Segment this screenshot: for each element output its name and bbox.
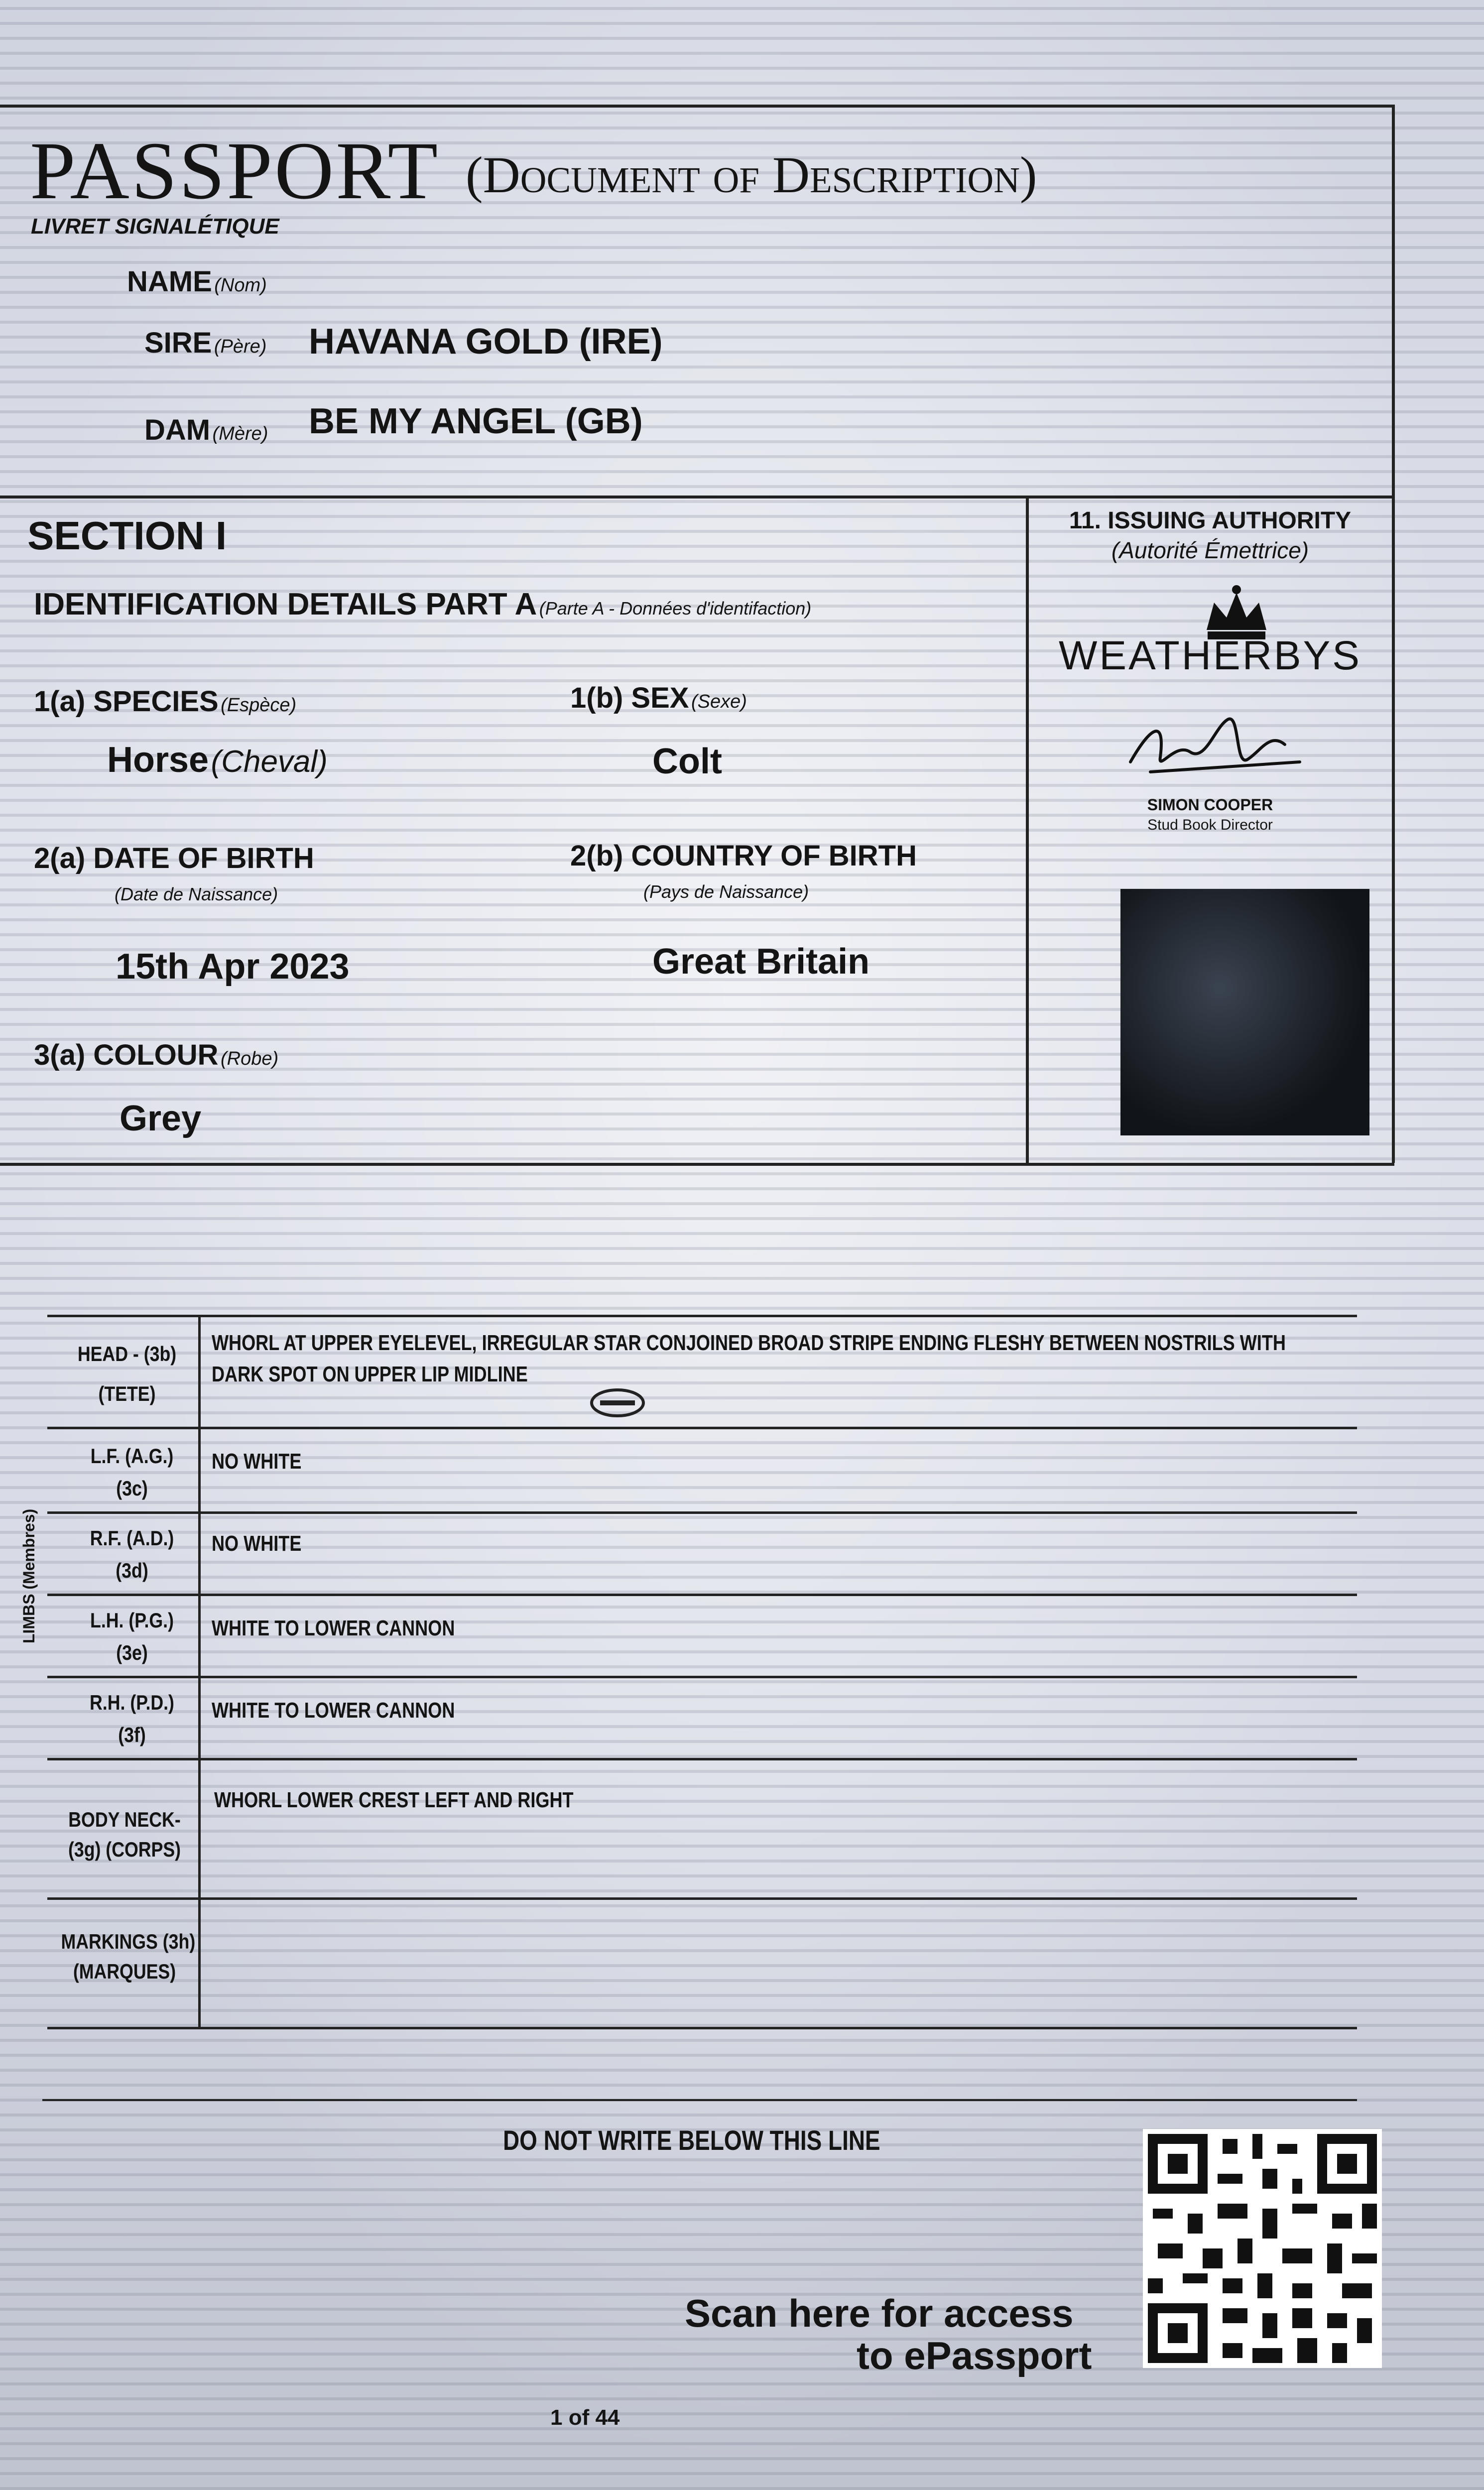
species-label: 1(a) SPECIES — [34, 685, 219, 718]
scan-text-1: Scan here for access — [685, 2291, 1074, 2335]
sire-label-fr: (Père) — [214, 336, 267, 357]
passport-subtitle: (Document of Description) — [466, 146, 1037, 204]
markings-top-border — [47, 1315, 1357, 1317]
signature-icon — [1120, 697, 1310, 792]
lh-value: WHITE TO LOWER CANNON — [212, 1616, 455, 1640]
markings-label: MARKINGS (3h) — [61, 1930, 196, 1953]
rh-label: R.H. (P.D.) — [90, 1691, 174, 1714]
head-value-line1: WHORL AT UPPER EYELEVEL, IRREGULAR STAR CONJOINED BROAD STRIPE ENDING FLESHY BETWEEN NOSTRILS WITH — [212, 1331, 1286, 1355]
do-not-write-notice: DO NOT WRITE BELOW THIS LINE — [503, 2124, 880, 2156]
head-label-fr: (TETE) — [98, 1382, 156, 1405]
top-border — [0, 105, 1394, 108]
section-subtitle: IDENTIFICATION DETAILS PART A — [34, 587, 537, 622]
sex-label-fr: (Sexe) — [691, 691, 747, 712]
row-divider-rh — [47, 1758, 1357, 1760]
sire-row — [144, 326, 266, 360]
rh-value: WHITE TO LOWER CANNON — [212, 1698, 455, 1723]
sex-label: 1(b) SEX — [570, 682, 689, 714]
issuer-divider — [1026, 496, 1029, 1165]
limbs-label: LIMBS (Membres) — [20, 1508, 38, 1643]
head-value-line2: DARK SPOT ON UPPER LIP MIDLINE — [212, 1362, 528, 1386]
body-value: WHORL LOWER CREST LEFT AND RIGHT — [214, 1788, 574, 1812]
section-subtitle-row — [34, 587, 811, 622]
markings-label-2: (MARQUES) — [73, 1960, 176, 1983]
sex-label-row — [570, 681, 747, 715]
colour-label-fr: (Robe) — [221, 1048, 279, 1069]
hologram-seal — [1120, 889, 1369, 1135]
country-label-fr: (Pays de Naissance) — [643, 881, 809, 902]
passport-subtitle-fr: LIVRET SIGNALÉTIQUE — [31, 214, 279, 239]
colour-label: 3(a) COLOUR — [34, 1039, 219, 1071]
colour-label-row — [34, 1038, 278, 1072]
row-divider-rf — [47, 1594, 1357, 1596]
header-divider — [0, 496, 1394, 498]
species-value-row — [107, 740, 328, 780]
section-title: SECTION I — [27, 513, 227, 558]
name-label-fr: (Nom) — [214, 275, 267, 296]
signatory-title: Stud Book Director — [1147, 817, 1273, 833]
row-divider-lf — [47, 1511, 1357, 1514]
country-label: 2(b) COUNTRY OF BIRTH — [570, 840, 917, 872]
rf-label: R.F. (A.D.) — [90, 1526, 174, 1550]
species-value: Horse — [107, 740, 209, 780]
passport-title: PASSPORT — [30, 125, 440, 216]
species-label-fr: (Espèce) — [221, 695, 297, 716]
issuer-label: 11. ISSUING AUTHORITY — [1069, 507, 1352, 534]
issuer-label-fr: (Autorité Émettrice) — [1111, 537, 1309, 563]
rf-value: NO WHITE — [212, 1531, 302, 1556]
lf-code: (3c) — [116, 1477, 148, 1500]
right-border — [1392, 105, 1395, 1163]
markings-col-divider — [198, 1315, 201, 2029]
species-label-row — [34, 685, 296, 718]
qr-code-icon — [1143, 2129, 1382, 2368]
name-row — [127, 259, 267, 300]
dob-label: 2(a) DATE OF BIRTH — [34, 842, 314, 874]
lh-label: L.H. (P.G.) — [90, 1609, 174, 1632]
dam-label-fr: (Mère) — [212, 423, 268, 444]
issuer-name: WEATHERBYS — [1059, 633, 1361, 678]
lh-code: (3e) — [116, 1641, 148, 1664]
species-value-fr: (Cheval) — [211, 745, 328, 779]
head-label: HEAD - (3b) — [77, 1342, 177, 1366]
qr-code[interactable] — [1143, 2129, 1382, 2368]
do-not-write-line — [42, 2099, 1357, 2101]
page-number: 1 of 44 — [550, 2405, 620, 2430]
dam-label: DAM — [144, 414, 211, 446]
section-bottom-border — [0, 1163, 1394, 1166]
signatory-name: SIMON COOPER — [1147, 796, 1273, 814]
sire-label: SIRE — [144, 327, 212, 359]
dam-value: BE MY ANGEL (GB) — [309, 401, 643, 441]
scan-text-2: to ePassport — [857, 2334, 1092, 2377]
dam-row — [144, 413, 268, 447]
section-subtitle-fr: (Parte A - Données d'identifaction) — [539, 598, 812, 619]
country-value: Great Britain — [652, 942, 870, 982]
row-divider-head — [47, 1427, 1357, 1429]
dob-label-fr: (Date de Naissance) — [115, 884, 278, 904]
lf-value: NO WHITE — [212, 1449, 302, 1474]
rh-code: (3f) — [118, 1723, 146, 1746]
row-divider-body — [47, 1897, 1357, 1900]
dob-value: 15th Apr 2023 — [116, 947, 350, 987]
rf-code: (3d) — [116, 1559, 148, 1582]
stamp-icon — [588, 1385, 647, 1420]
body-label: BODY NECK- — [68, 1808, 181, 1831]
colour-value: Grey — [120, 1099, 202, 1138]
markings-bottom-border — [47, 2027, 1357, 2029]
name-label: NAME — [127, 265, 212, 298]
sex-value: Colt — [652, 742, 722, 781]
sire-value: HAVANA GOLD (IRE) — [309, 322, 663, 362]
row-divider-lh — [47, 1676, 1357, 1678]
lf-label: L.F. (A.G.) — [90, 1444, 174, 1468]
body-label-2: (3g) (CORPS) — [68, 1838, 181, 1861]
